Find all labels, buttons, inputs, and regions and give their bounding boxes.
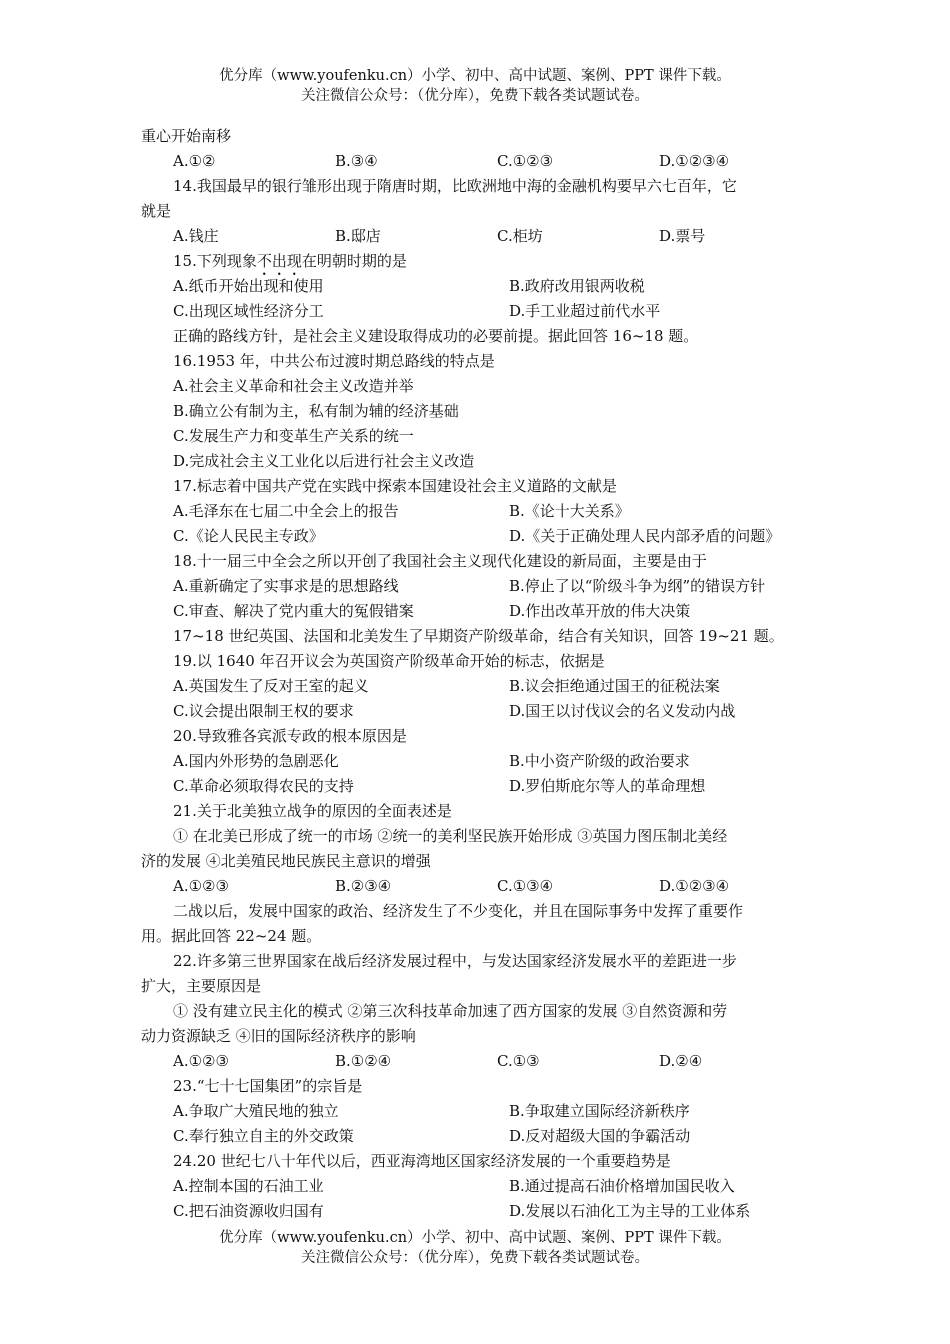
option-d: D.发展以石油化工为主导的工业体系	[509, 1202, 751, 1220]
option-a: A.①②	[173, 152, 216, 170]
q21-options	[141, 874, 821, 899]
footer-line-2: 关注微信公众号：（优分库），免费下载各类试题试卷。	[301, 1250, 649, 1266]
option-c: C.①③	[497, 1052, 540, 1070]
page-header	[0, 66, 950, 106]
option-a: A.国内外形势的急剧恶化	[173, 752, 339, 770]
q20-options-row2	[141, 774, 821, 799]
option-c: C.出现区域性经济分工	[173, 302, 324, 320]
option-d: D.票号	[659, 227, 706, 245]
option-b: B.政府改用银两收税	[509, 277, 645, 295]
q14-stem-cont: 就是	[141, 202, 172, 220]
q23-stem: 23.“七十七国集团”的宗旨是	[173, 1077, 363, 1095]
option-b: B.中小资产阶级的政治要求	[509, 752, 690, 770]
option-d: D.国王以讨伐议会的名义发动内战	[509, 702, 736, 720]
option-b: B.③④	[335, 152, 378, 170]
option-b: B.①②④	[335, 1052, 392, 1070]
option-b: B.议会拒绝通过国王的征税法案	[509, 677, 720, 695]
q18-stem: 18.十一届三中全会之所以开创了我国社会主义现代化建设的新局面，主要是由于	[173, 552, 707, 570]
q14-options	[141, 224, 821, 249]
q21-stem: 21.关于北美独立战争的原因的全面表述是	[173, 802, 452, 820]
option-d: D.②④	[659, 1052, 703, 1070]
option-a: A.控制本国的石油工业	[173, 1177, 324, 1195]
option-c: C.审查、解决了党内重大的冤假错案	[173, 602, 414, 620]
q22-items-cont: 动力资源缺乏 ④旧的国际经济秩序的影响	[141, 1027, 416, 1045]
option-a: A.纸币开始出现和使用	[173, 277, 324, 295]
q21-items-cont: 济的发展 ④北美殖民地民族民主意识的增强	[141, 852, 431, 870]
option-a: A.①②③	[173, 1052, 229, 1070]
option-c: C.①②③	[497, 152, 554, 170]
option-d: D.《关于正确处理人民内部矛盾的问题》	[509, 527, 781, 545]
q17-options-row2	[141, 524, 821, 549]
q15-stem-pre: 15.下列现象	[173, 252, 257, 270]
q19-options-row1	[141, 674, 821, 699]
option-b: B.《论十大关系》	[509, 502, 630, 520]
q22-stem: 22.许多第三世界国家在战后经济发展过程中，与发达国家经济发展水平的差距进一步	[173, 952, 737, 970]
q16-option-b: B.确立公有制为主，私有制为辅的经济基础	[173, 402, 459, 420]
q21-items: ① 在北美已形成了统一的市场 ②统一的美利坚民族开始形成 ③英国力图压制北美经	[173, 827, 728, 845]
q22-options	[141, 1049, 821, 1074]
q17-options-row1	[141, 499, 821, 524]
option-c: C.革命必须取得农民的支持	[173, 777, 354, 795]
q24-stem: 24.20 世纪七八十年代以后，西亚海湾地区国家经济发展的一个重要趋势是	[173, 1152, 671, 1170]
option-a: A.英国发生了反对王室的起义	[173, 677, 369, 695]
intro-19-21: 17~18 世纪英国、法国和北美发生了早期资产阶级革命，结合有关知识，回答 19~21 题。	[173, 627, 784, 645]
q19-options-row2	[141, 699, 821, 724]
option-c: C.《论人民民主专政》	[173, 527, 324, 545]
q16-option-c: C.发展生产力和变革生产关系的统一	[173, 427, 414, 445]
q15-stem-post: 在明朝时期的是	[301, 252, 407, 270]
q17-stem: 17.标志着中国共产党在实践中探索本国建设社会主义道路的文献是	[173, 477, 617, 495]
intro-22-24-cont: 用。据此回答 22~24 题。	[141, 927, 322, 945]
option-c: C.奉行独立自主的外交政策	[173, 1127, 354, 1145]
option-d: D.①②③④	[659, 877, 730, 895]
continued-text: 重心开始南移	[141, 127, 232, 145]
q16-option-d: D.完成社会主义工业化以后进行社会主义改造	[173, 452, 475, 470]
footer-line-1: 优分库（www.youfenku.cn）小学、初中、高中试题、案例、PPT 课件下载。	[219, 1230, 731, 1246]
q13-options	[141, 149, 821, 174]
option-d: D.①②③④	[659, 152, 730, 170]
option-b: B.邸店	[335, 227, 381, 245]
q22-stem-cont: 扩大，主要原因是	[141, 977, 262, 995]
q14-stem: 14.我国最早的银行雏形出现于隋唐时期，比欧洲地中海的金融机构要早六七百年，它	[173, 177, 737, 195]
q18-options-row2	[141, 599, 821, 624]
q19-stem: 19.以 1640 年召开议会为英国资产阶级革命开始的标志，依据是	[173, 652, 605, 670]
q15-options-row2	[141, 299, 821, 324]
page-footer	[0, 1228, 950, 1268]
q18-options-row1	[141, 574, 821, 599]
option-d: D.反对超级大国的争霸活动	[509, 1127, 691, 1145]
option-c: C.柜坊	[497, 227, 543, 245]
q22-items: ① 没有建立民主化的模式 ②第三次科技革命加速了西方国家的发展 ③自然资源和劳	[173, 1002, 728, 1020]
option-c: C.议会提出限制王权的要求	[173, 702, 354, 720]
q16-stem: 16.1953 年，中共公布过渡时期总路线的特点是	[173, 352, 495, 370]
q20-options-row1	[141, 749, 821, 774]
option-a: A.①②③	[173, 877, 229, 895]
intro-16-18: 正确的路线方针，是社会主义建设取得成功的必要前提。据此回答 16~18 题。	[173, 327, 699, 345]
option-a: A.钱庄	[173, 227, 219, 245]
q15-options-row1	[141, 274, 821, 299]
option-d: D.作出改革开放的伟大决策	[509, 602, 691, 620]
exam-content	[141, 124, 821, 1224]
option-c: C.把石油资源收归国有	[173, 1202, 324, 1220]
q23-options-row1	[141, 1099, 821, 1124]
option-a: A.重新确定了实事求是的思想路线	[173, 577, 399, 595]
option-b: B.争取建立国际经济新秩序	[509, 1102, 690, 1120]
q15-stem-emphasis: 不出现	[256, 252, 302, 270]
q24-options-row2	[141, 1199, 821, 1224]
q16-option-a: A.社会主义革命和社会主义改造并举	[173, 377, 414, 395]
option-d: D.手工业超过前代水平	[509, 302, 661, 320]
option-b: B.②③④	[335, 877, 392, 895]
q20-stem: 20.导致雅各宾派专政的根本原因是	[173, 727, 407, 745]
header-line-1: 优分库（www.youfenku.cn）小学、初中、高中试题、案例、PPT 课件下载。	[219, 68, 731, 84]
q24-options-row1	[141, 1174, 821, 1199]
option-d: D.罗伯斯庇尔等人的革命理想	[509, 777, 706, 795]
header-line-2: 关注微信公众号：（优分库），免费下载各类试题试卷。	[301, 88, 649, 104]
option-a: A.争取广大殖民地的独立	[173, 1102, 339, 1120]
q15-stem	[141, 249, 821, 274]
q23-options-row2	[141, 1124, 821, 1149]
option-b: B.停止了以“阶级斗争为纲”的错误方针	[509, 577, 766, 595]
intro-22-24: 二战以后，发展中国家的政治、经济发生了不少变化，并且在国际事务中发挥了重要作	[173, 902, 744, 920]
option-a: A.毛泽东在七届二中全会上的报告	[173, 502, 399, 520]
option-c: C.①③④	[497, 877, 554, 895]
option-b: B.通过提高石油价格增加国民收入	[509, 1177, 735, 1195]
